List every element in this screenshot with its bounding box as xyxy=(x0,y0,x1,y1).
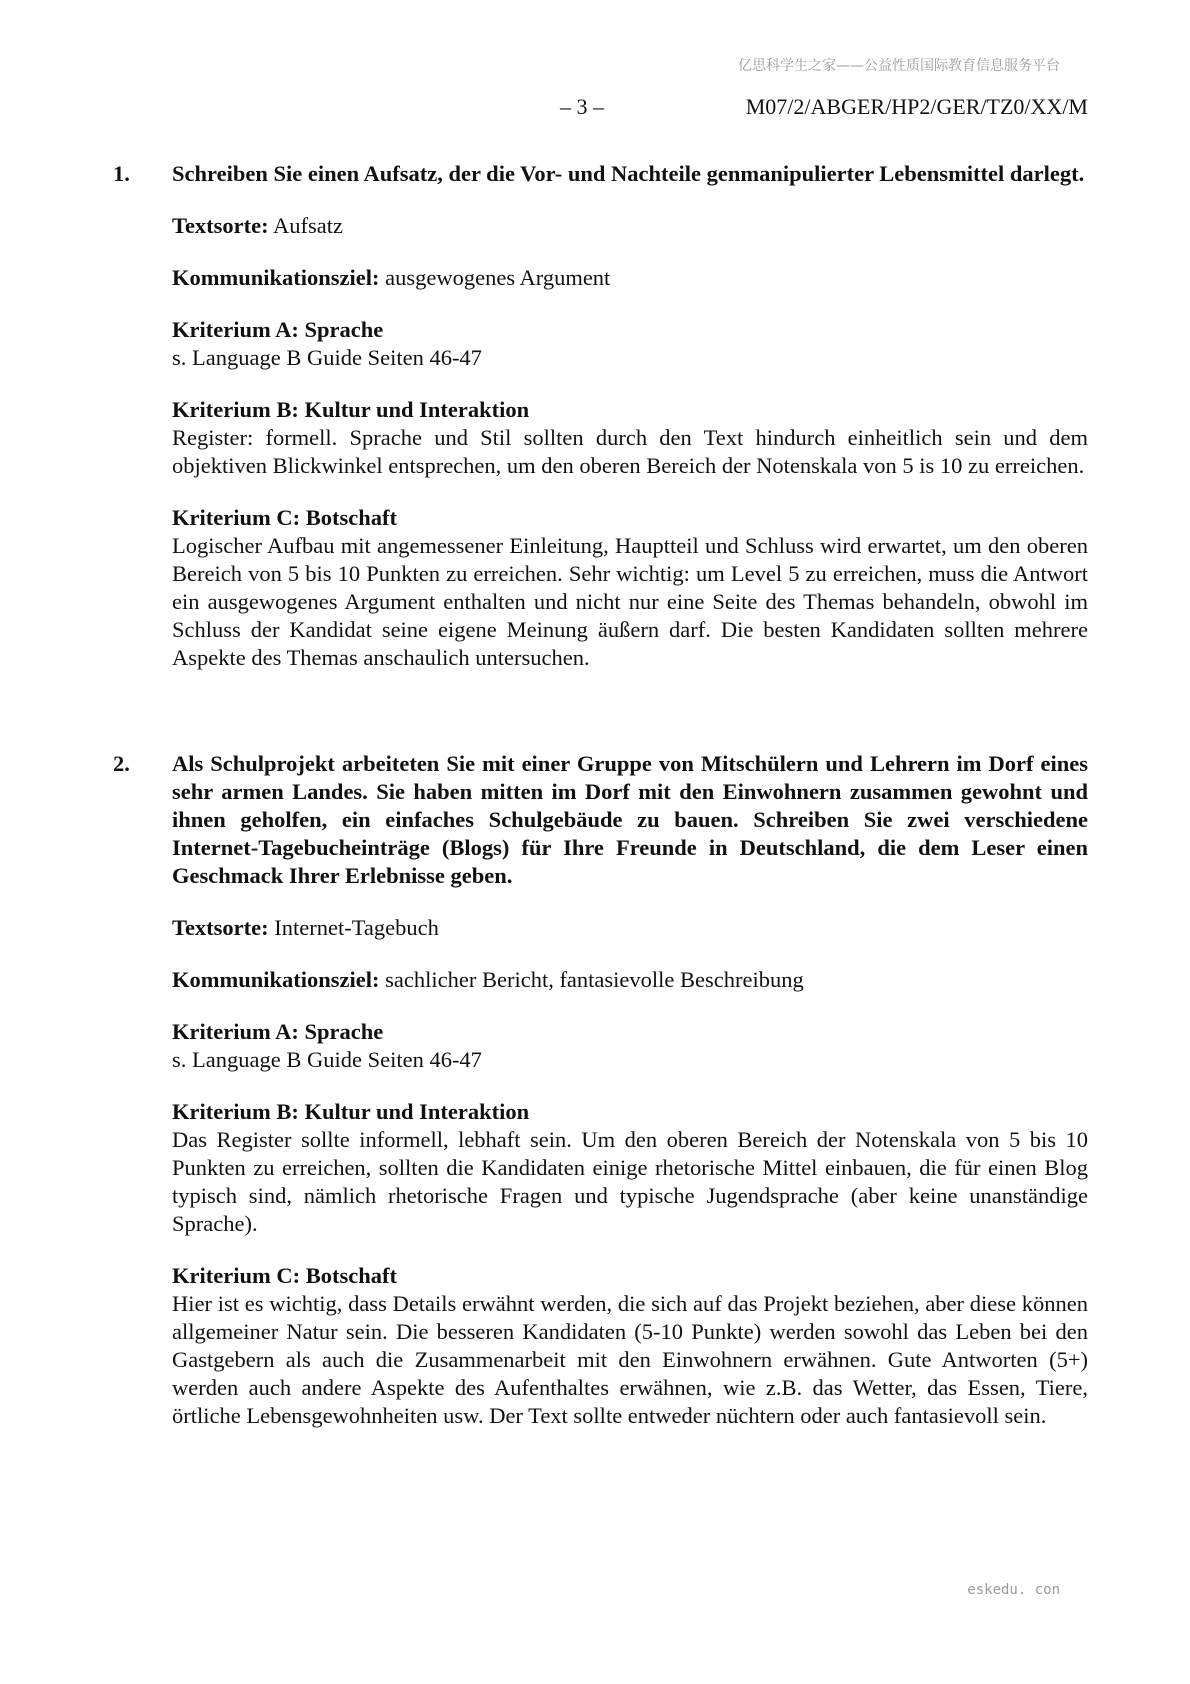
question-2 xyxy=(113,750,1088,1430)
kommunikationsziel-label: Kommunikationsziel: xyxy=(172,265,380,290)
kriterium-a-text: s. Language B Guide Seiten 46-47 xyxy=(172,345,482,370)
kriterium-c-heading: Kriterium C: Botschaft xyxy=(172,1263,397,1288)
kommunikationsziel-line xyxy=(172,264,1088,292)
kriterium-b-text: Das Register sollte informell, lebhaft sein. Um den oberen Bereich der Notenskala von 5 bis 10 Punkten zu erreichen, sollten die Kandidaten einige rhetorische Mittel einbauen, die für einen Blog typisch sind, nämlich rhetorische Fragen und typische Jugendsprache (aber keine unanständige Sprache). xyxy=(172,1127,1088,1236)
kriterium-c-text: Hier ist es wichtig, dass Details erwähnt werden, die sich auf das Projekt beziehen, aber diese können allgemeiner Natur sein. Die besseren Kandidaten (5-10 Punkte) werden sowohl das Leben bei den Gastgebern als auch die Zusammenarbeit mit den Einwohnern erwähnen. Gute Antworten (5+) werden auch andere Aspekte des Aufenthaltes erwähnen, wie z.B. das Wetter, das Essen, Tiere, örtliche Lebensgewohnheiten usw. Der Text sollte entweder nüchtern oder auch fantasievoll sein. xyxy=(172,1291,1088,1428)
textsorte-value: Aufsatz xyxy=(268,213,343,238)
kriterium-b xyxy=(172,1098,1088,1238)
document-code: M07/2/ABGER/HP2/GER/TZ0/XX/M xyxy=(745,94,1088,119)
question-number: 2. xyxy=(113,751,130,776)
kriterium-a-heading: Kriterium A: Sprache xyxy=(172,1019,384,1044)
kriterium-b-heading: Kriterium B: Kultur und Interaktion xyxy=(172,397,530,422)
question-number: 1. xyxy=(113,161,130,186)
kriterium-c-text: Logischer Aufbau mit angemessener Einleitung, Hauptteil und Schluss wird erwartet, um den oberen Bereich von 5 bis 10 Punkten zu erreichen. Sehr wichtig: um Level 5 zu erreichen, muss die Antwort ein ausgewogenes Argument enthalten und nicht nur eine Seite des Themas behandeln, obwohl im Schluss der Kandidat seine eigene Meinung äußern darf. Die besten Kandidaten sollten mehrere Aspekte des Themas anschaulich untersuchen. xyxy=(172,533,1088,670)
page-header xyxy=(560,94,1088,120)
question-prompt: Schreiben Sie einen Aufsatz, der die Vor- und Nachteile genmanipulierter Lebensmittel darlegt. xyxy=(172,161,1085,186)
kriterium-a-text: s. Language B Guide Seiten 46-47 xyxy=(172,1047,482,1072)
kriterium-a xyxy=(172,316,1088,372)
kommunikationsziel-line xyxy=(172,966,1088,994)
kriterium-b-text: Register: formell. Sprache und Stil sollten durch den Text hindurch einheitlich sein und dem objektiven Blickwinkel entsprechen, um den oberen Bereich der Notenskala von 5 is 10 zu erreichen. xyxy=(172,425,1088,478)
kriterium-c-heading: Kriterium C: Botschaft xyxy=(172,505,397,530)
kriterium-a-heading: Kriterium A: Sprache xyxy=(172,317,384,342)
textsorte-label: Textsorte: xyxy=(172,213,269,238)
page-number: – 3 – xyxy=(560,94,604,119)
question-1 xyxy=(113,160,1088,672)
kommunikationsziel-label: Kommunikationsziel: xyxy=(172,967,380,992)
watermark-top: 亿思科学生之家——公益性质国际教育信息服务平台 xyxy=(738,58,1060,74)
textsorte-value: Internet-Tagebuch xyxy=(268,915,439,940)
textsorte-label: Textsorte: xyxy=(172,915,269,940)
kriterium-b xyxy=(172,396,1088,480)
textsorte-line xyxy=(172,212,1088,240)
kriterium-c xyxy=(172,1262,1088,1430)
kriterium-c xyxy=(172,504,1088,672)
kommunikationsziel-value: sachlicher Bericht, fantasievolle Beschreibung xyxy=(379,967,804,992)
watermark-bottom: eskedu. con xyxy=(967,1582,1060,1598)
kriterium-b-heading: Kriterium B: Kultur und Interaktion xyxy=(172,1099,530,1124)
question-prompt: Als Schulprojekt arbeiteten Sie mit einer Gruppe von Mitschülern und Lehrern im Dorf eines sehr armen Landes. Sie haben mitten im Dorf mit den Einwohnern zusammen gewohnt und ihnen geholfen, ein einfaches Schulgebäude zu bauen. Schreiben Sie zwei verschiedene Internet-Tagebucheinträge (Blogs) für Ihre Freunde in Deutschland, die dem Leser einen Geschmack Ihrer Erlebnisse geben. xyxy=(172,751,1088,888)
textsorte-line xyxy=(172,914,1088,942)
kommunikationsziel-value: ausgewogenes Argument xyxy=(379,265,611,290)
kriterium-a xyxy=(172,1018,1088,1074)
